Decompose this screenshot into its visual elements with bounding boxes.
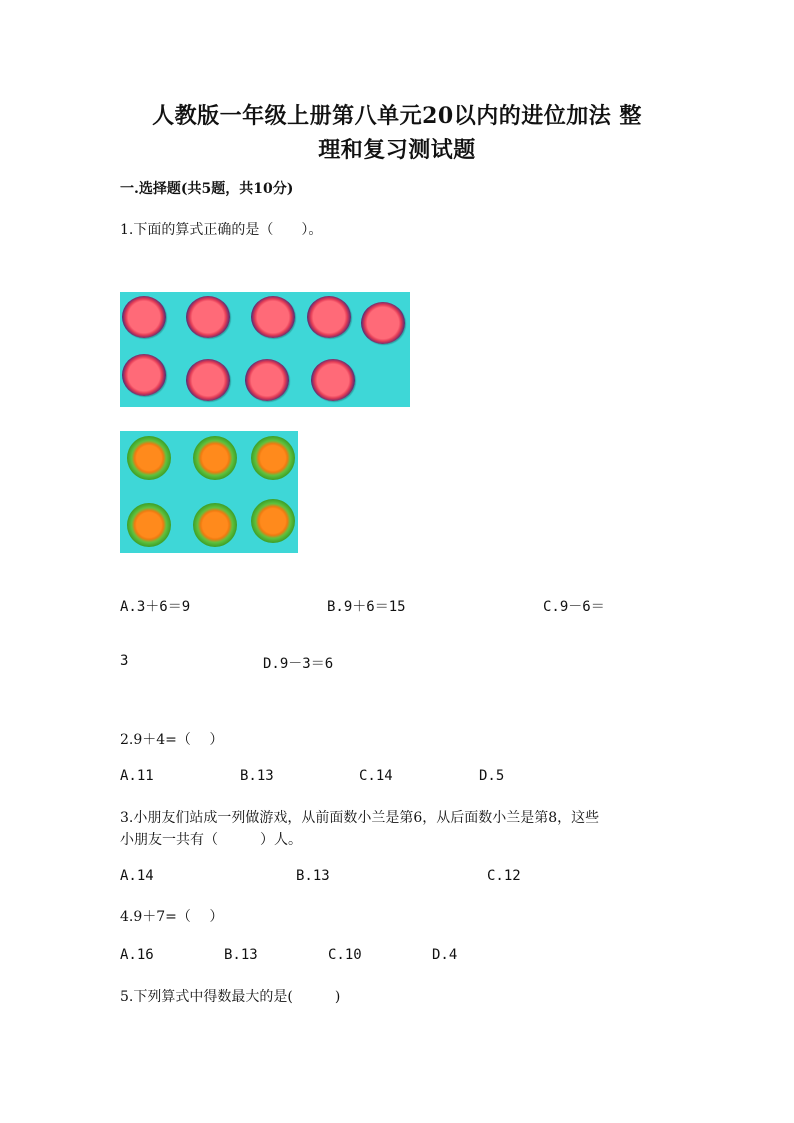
q3-option-c: C.12	[487, 868, 521, 884]
q3-option-a: A.14	[120, 868, 154, 884]
q2-option-b: B.13	[240, 768, 274, 784]
orange-counters-figure	[120, 431, 298, 553]
q4-option-d: D.4	[432, 947, 458, 963]
q2-option-a: A.11	[120, 768, 154, 784]
section-heading: 一.选择题(共5题，共10分)	[120, 181, 294, 197]
q1-option-a: A.3＋6＝9	[120, 599, 191, 615]
q3-option-b: B.13	[296, 868, 330, 884]
red-counter	[122, 354, 166, 396]
red-counter	[361, 302, 405, 344]
q2-option-d: D.5	[479, 768, 505, 784]
q4-option-a: A.16	[120, 947, 154, 963]
orange-counter	[127, 436, 171, 480]
red-counter	[251, 296, 295, 338]
title-line-2: 理和复习测试题	[318, 137, 476, 163]
red-counter	[186, 359, 230, 401]
red-counter	[186, 296, 230, 338]
question-3-stem-line-2: 小朋友一共有（ ）人。	[120, 832, 302, 848]
orange-counter	[193, 503, 237, 547]
question-1-stem: 1.下面的算式正确的是（ ）。	[120, 222, 323, 238]
q1-option-c: C.9－6＝	[543, 599, 605, 615]
red-counter	[307, 296, 351, 338]
q1-option-d: D.9－3＝6	[263, 656, 334, 672]
q4-option-b: B.13	[224, 947, 258, 963]
question-2-stem: 2.9＋4=（ ）	[120, 732, 224, 748]
red-counter	[245, 359, 289, 401]
orange-counter	[193, 436, 237, 480]
q2-option-c: C.14	[359, 768, 393, 784]
orange-counter	[251, 499, 295, 543]
q1-option-b: B.9＋6＝15	[327, 599, 406, 615]
question-5-stem: 5.下列算式中得数最大的是( )	[120, 989, 341, 1005]
red-counters-figure	[120, 292, 410, 407]
title-line-1: 人教版一年级上册第八单元20以内的进位加法 整	[152, 103, 642, 129]
red-counter	[311, 359, 355, 401]
orange-counter	[127, 503, 171, 547]
q1-option-c-continued: 3	[120, 653, 129, 669]
q4-option-c: C.10	[328, 947, 362, 963]
question-3-stem-line-1: 3.小朋友们站成一列做游戏，从前面数小兰是第6，从后面数小兰是第8，这些	[120, 810, 600, 826]
orange-counter	[251, 436, 295, 480]
red-counter	[122, 296, 166, 338]
question-4-stem: 4.9＋7=（ ）	[120, 909, 224, 925]
